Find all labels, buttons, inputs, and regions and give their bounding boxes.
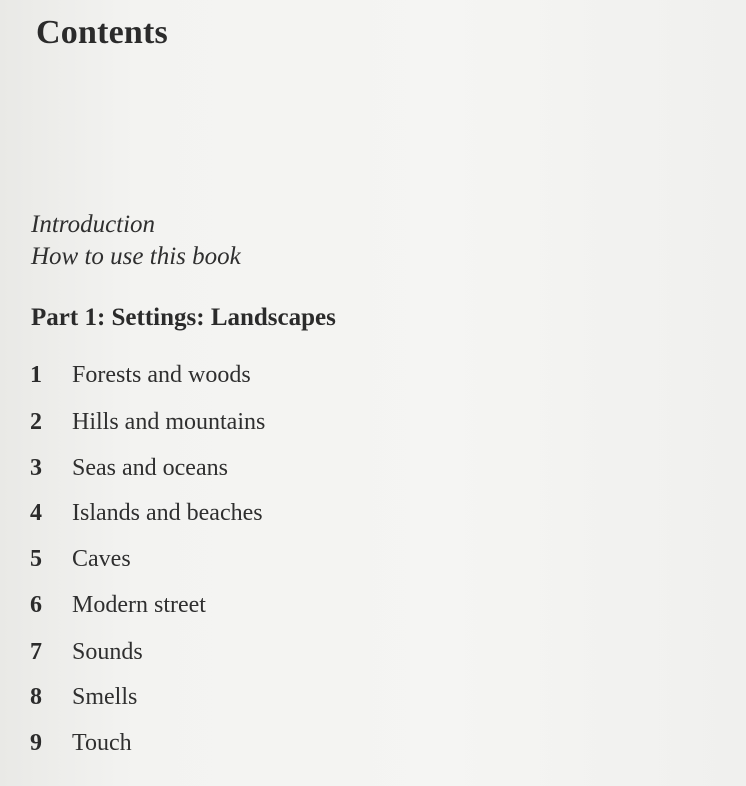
toc-item	[0, 500, 746, 530]
page-title: Contents	[36, 14, 168, 51]
toc-item-number: 5	[30, 546, 42, 572]
toc-item	[0, 730, 746, 760]
toc-item	[0, 639, 746, 669]
toc-item-number: 2	[30, 409, 42, 435]
toc-item	[0, 362, 746, 392]
toc-item	[0, 455, 746, 485]
toc-item-label: Caves	[72, 546, 131, 572]
toc-item-number: 1	[30, 362, 42, 388]
toc-item-label: Modern street	[72, 592, 206, 618]
toc-item-number: 3	[30, 455, 42, 481]
toc-item-label: Hills and mountains	[72, 409, 266, 435]
toc-item-label: Sounds	[72, 639, 143, 665]
toc-item-label: Forests and woods	[72, 362, 251, 388]
toc-item	[0, 546, 746, 576]
toc-item-label: Touch	[72, 730, 132, 756]
toc-item-number: 6	[30, 592, 42, 618]
toc-item-number: 9	[30, 730, 42, 756]
part-heading: Part 1: Settings: Landscapes	[31, 304, 336, 331]
toc-item-number: 4	[30, 500, 42, 526]
toc-item-label: Islands and beaches	[72, 500, 263, 526]
toc-item-label: Seas and oceans	[72, 455, 228, 481]
toc-item-label: Smells	[72, 684, 138, 710]
toc-introduction: Introduction	[31, 211, 156, 238]
toc-item-number: 8	[30, 684, 42, 710]
toc-how-to-use: How to use this book	[31, 243, 241, 270]
toc-item-number: 7	[30, 639, 42, 665]
toc-item	[0, 592, 746, 622]
toc-item	[0, 409, 746, 439]
toc-item	[0, 684, 746, 714]
